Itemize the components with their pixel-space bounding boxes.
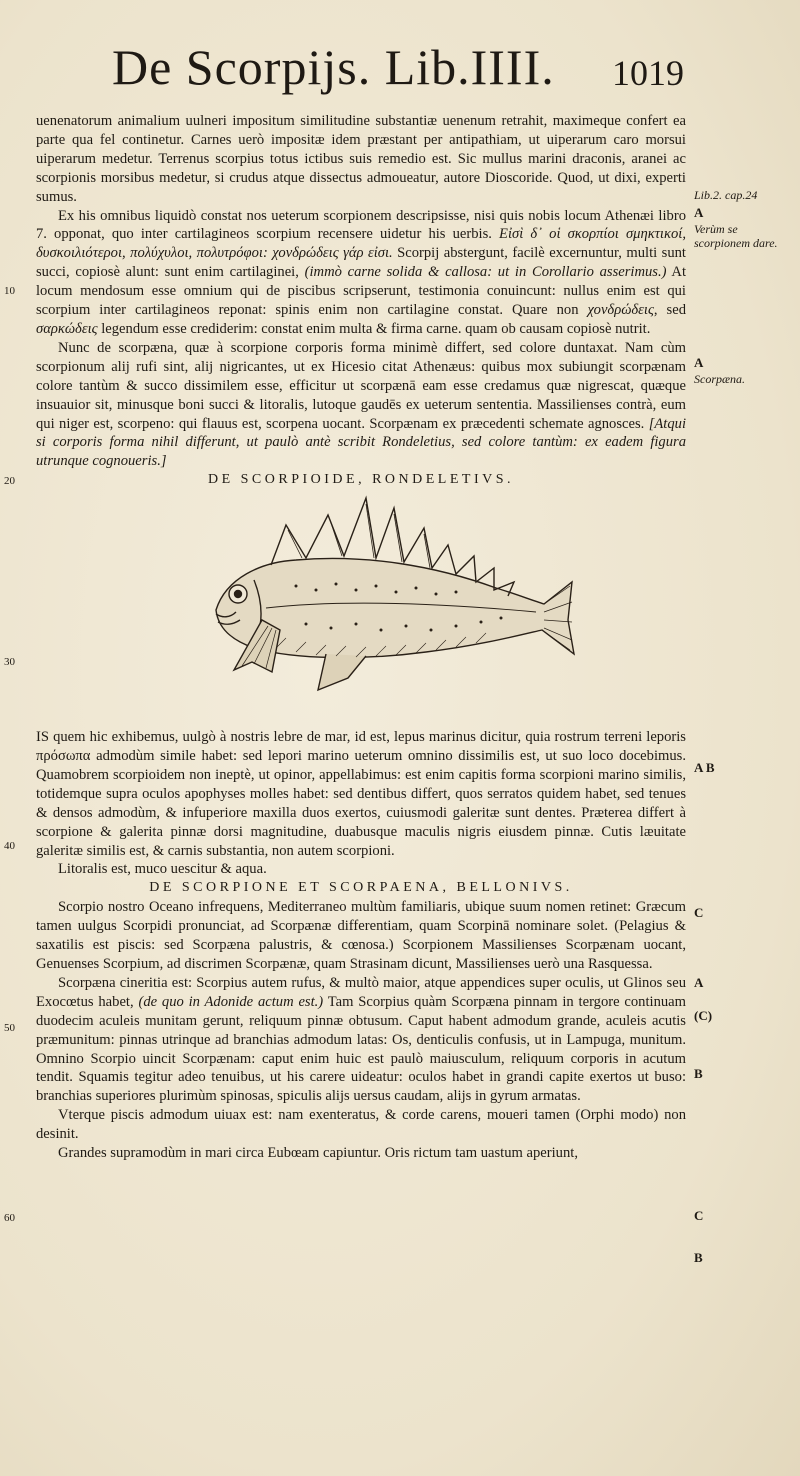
greek-quote: Εἰσὶ δ᾽ οἱ σκορπίοι σμηκτικοί, δυσκοιλιότεροι, πολύχυλοι, πολυτρόφοι: χονδρώδεις γάρ εἰσι.: [36, 226, 686, 262]
paragraph: Grandes supramodùm in mari circa Eubœam capiuntur. Oris rictum tam uastum aperiunt,: [58, 1145, 578, 1162]
paragraph: Scorpio nostro Oceano infrequens, Mediterraneo multùm familiaris, ubique suum nomen retinet: Græcum tamen uulgus Scorpidi pronunciat, ad Scorpænæ differentiam, quam Scorpinā nominare solet. (Pelagius & saxatilis est piscis: sed Scorpæna palustris, & cœnosa.) Scorpionem Massilienses Scorpænam uocant, Genuenses Scorpium, ad discrimen Scorpænæ, quam Strasinam dicunt, Massilienses uerò una Rasquessa.: [36, 899, 686, 972]
margin-letter: A: [694, 355, 704, 370]
paragraph: Scorpæna cineritia est: Scorpius autem rufus, & multò maior, atque appendices super oculis, ut Glinos seu Exocœtus habet, (de quo in Adonide actum est.) Tam Scorpius quàm Scorpæna pinnam in tergore continuam duodecim aculeis munitam gerunt, reliquum pinnæ obtusum. Caput habent admodum grande, aculeis acutis præmunitum: pinnas utrinque ad branchias admodum latas: Os, denticulis confusis, ut in Lampuga, munitum. Omnino Scorpio uincit Scorpænam: caput enim huic est paulò maiusculum, reliquum corporis in acutum tendit. Squamis tegitur adeo tenuibus, ut his carere uideatur: oculos habet in grandi capite exertos ut buso: branchias superiores plurimùm spinosas, spiculis alijs uersus caudam, alijs in gyrum armatas.: [36, 974, 687, 1105]
line-number: 20: [4, 475, 15, 487]
line-number: 10: [4, 285, 15, 297]
margin-note: Scorpæna.: [694, 372, 745, 386]
paragraph: uenenatorum animalium uulneri impositum similitudine substantiæ uenenum retrahit, maximeque confert ea parte qua fel continetur. Carnes uerò impositæ idem præstant per antipathiam, ut uiperarum caro morsui uiperarum medetur. Terrenus scorpius totus ictibus suis remedio est. Sic mullus marini draconis, aranei ac scorpionis morsibus medetur, si crudus atque dissectus admoueatur, autore Dioscoride. Quod, ut dixi, experti sumus.: [36, 113, 686, 205]
line-number: 60: [4, 1212, 15, 1224]
margin-letter: C: [694, 1208, 704, 1223]
paragraph: IS quem hic exhibemus, uulgò à nostris lebre de mar, id est, lepus marinus dicitur, quia rostrum terreni leporis πρόσωπα admodùm simile habet: sed lepori marino ueterum omnino dissimilis est, ut suo loco docebimus. Quamobrem scorpioidem non ineptè, ut opinor, appellabimus: est enim capitis forma scorpioni marino similis, totidemque supra oculos apophyses molles habet: sed dentibus differt, quos serratos quidem habet, sed tenues & densos admodùm, & infuperiore maxilla duos exertos, cuiusmodi galeritæ sunt dentes. Præterea differt à scorpione & galerita pinnæ dorsi magnitudine, duabusque maculis nigris eiusdem pinnæ. Cutis læuitate galeritæ similis est, & carnis substantia, non autem scorpioni.: [36, 729, 686, 859]
margin-letter: A: [694, 205, 704, 220]
section-heading: DE SCORPIOIDE, RONDELETIVS.: [207, 472, 515, 488]
paragraph: Vterque piscis admodum uiuax est: nam exenteratus, & corde carens, moueri tamen (Orphi modo) non desinit.: [36, 1107, 686, 1143]
fish-woodcut-illustration: [36, 490, 686, 720]
line-number: 50: [4, 1022, 15, 1034]
margin-note: Verùm se scorpionem dare.: [694, 222, 778, 250]
margin-note: Lib.2. cap.24: [694, 188, 758, 202]
margin-letter: A: [694, 975, 704, 990]
line-number: 30: [4, 656, 15, 668]
page-number: 1019: [612, 53, 684, 93]
paragraph: Litoralis est, muco uescitur & aqua.: [58, 861, 267, 878]
section-heading: DE SCORPIONE ET SCORPAENA, BELLONIVS.: [149, 880, 573, 896]
margin-letter: B: [694, 1066, 703, 1081]
line-number: 40: [4, 840, 15, 852]
paragraph: Ex his omnibus liquidò constat nos ueterum scorpionem descripsisse, nisi quis nobis locum Athenæi libro 7. opponat, quo inter cartilagineos scorpium recensere uidetur his uerbis. Εἰσὶ δ᾽ οἱ σκορπίοι σμηκτικοί, δυσκοιλιότεροι, πολύχυλοι, πολυτρόφοι: χονδρώδεις γάρ εἰσι. Scorpij abstergunt, facilè excernuntur, multi sunt succi, copiosè alunt: sunt enim cartilaginei, (immò carne solida & callosa: ut in Corollario asserimus.) At locum mendosum esse omnium qui de piscibus scripserunt, testimonia conuincunt: nullus enim est qui scorpium inter cartilagineos reponat: spinis enim non cartilagine constat. Quare non χονδρώδεις, sed σαρκώδεις legendum esse crediderim: constat enim multa & firma carne. quam ob causam copiosè nutrit.: [36, 207, 686, 337]
page-header: [0, 38, 800, 108]
main-text-column: [36, 112, 686, 1163]
margin-letter: C: [694, 905, 704, 920]
margin-letter: A B: [694, 760, 715, 775]
margin-letter: B: [694, 1250, 703, 1265]
paragraph: Nunc de scorpæna, quæ à scorpione corporis forma minimè differt, sed colore duntaxat. Nam cùm scorpionum alij rufi sint, alij nigricantes, ut ex Hicesio citat Athenæus: quibus mox subiungit scorpænam colore tantùm & succo dissimilem esse, efficitur ut scorpænā eam esse credamus quæ nigrescat, quæque insuauior sit, minusque boni succi & litoralis, lutoque gaudēs ex ueterum sententia. Massilienses contrà, eum qui niger est, scorpeno: qui flauus est, scorpena uocant. Scorpænam ex præcedenti schemate agnosces. [Atqui si corporis forma nihil differunt, ut paulò antè scribit Rondeletius, sed colore tantùm: ex eadem figura utrunque cognoueris.]: [36, 339, 686, 470]
running-title: De Scorpijs. Lib.IIII.: [112, 39, 555, 95]
margin-letter: (C): [694, 1008, 713, 1023]
scorpioid-fish-icon: [176, 490, 576, 715]
